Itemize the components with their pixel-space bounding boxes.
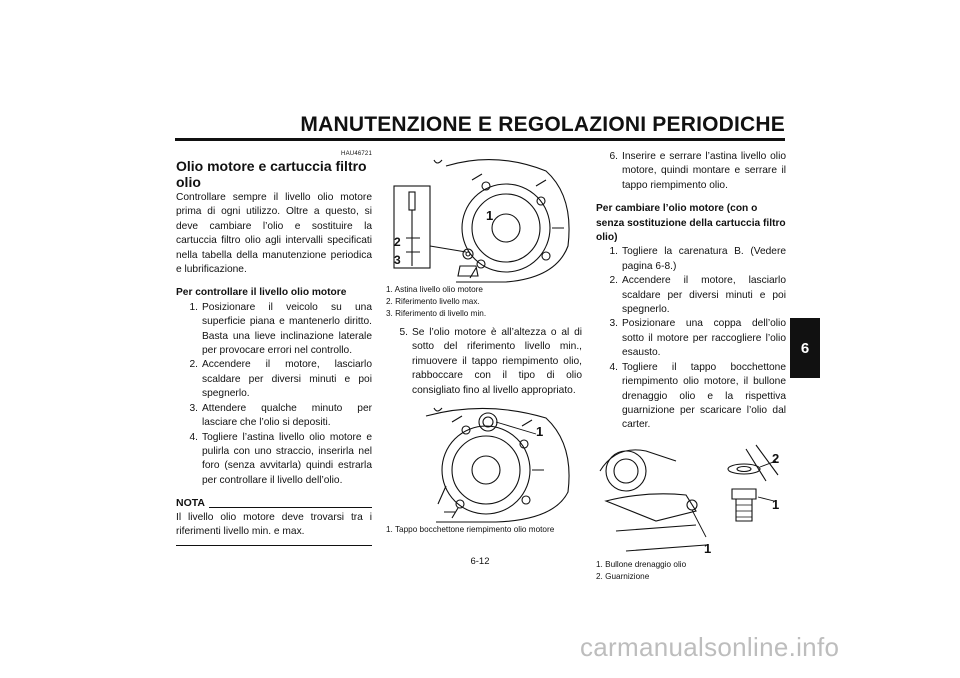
step-text: Accendere il motore, lasciarlo scaldare per diversi minuti e poi spegnerlo.: [622, 275, 786, 316]
engine-dipstick-illustration: [386, 156, 576, 284]
callout-label: 1: [704, 540, 712, 556]
list-item: [596, 274, 786, 317]
nota-end-rule: [176, 545, 372, 546]
figure-drain-bolt: [596, 441, 786, 559]
step-number: 6.: [609, 151, 618, 162]
page-number: 6-12: [470, 556, 490, 567]
step-number: 1.: [609, 246, 618, 258]
callout-label: 1: [772, 496, 780, 512]
step-text: Togliere la carenatura B. (Vedere pagina 6-8.): [622, 246, 786, 272]
list-item: [176, 301, 372, 359]
step-text: Posizionare una coppa dell’olio sotto il motore per raccogliere l’olio esausto.: [622, 318, 786, 359]
chapter-tab: 6: [790, 318, 820, 378]
nota-rule: [209, 507, 372, 508]
callout-label: 2: [394, 235, 401, 249]
list-item: [596, 150, 786, 193]
step-text: Attendere qualche minuto per lasciare che l’olio si depositi.: [202, 402, 372, 429]
figure-caption: 1. Astina livello olio motore: [386, 285, 483, 294]
step-text: Accendere il motore, lasciarlo scaldare per diversi minuti e poi spegnerlo.: [202, 359, 372, 400]
figure-caption: 2. Guarnizione: [596, 571, 650, 581]
drain-bolt-illustration: [596, 441, 786, 559]
section-heading: Olio motore e cartuccia filtro olio: [176, 158, 367, 190]
figure-caption: 2. Riferimento livello max.: [386, 297, 480, 306]
step-text: Togliere l’astina livello olio motore e pulirla con uno straccio, inserirla nel foro (senza avvitarla) quindi estrarla per controllare il livello dell’olio.: [202, 431, 372, 486]
list-item: [596, 245, 786, 274]
page-title: MANUTENZIONE E REGOLAZIONI PERIODICHE: [300, 113, 785, 136]
step-text: Inserire e serrare l’astina livello olio motore, quindi montare e serrare il tappo riempimento olio.: [622, 151, 786, 191]
figure-caption: 1. Tappo bocchettone riempimento olio motore: [386, 525, 555, 535]
step-number: 2.: [609, 275, 618, 287]
list-item: [386, 326, 582, 398]
nota-text: Il livello olio motore deve trovarsi tra i riferimenti livello min. e max.: [176, 511, 372, 537]
step-text: Posizionare il veicolo su una superficie piana e mantenerlo diritto. Basta una lieve inclinazione laterale per provocare errori nel controllo.: [202, 301, 372, 357]
step-number: 2.: [189, 359, 198, 371]
list-item: [596, 317, 786, 360]
section-code: HAU46721: [341, 151, 372, 157]
step-number: 3.: [609, 318, 618, 330]
figure-dipstick: [386, 156, 576, 284]
column-right: [596, 150, 786, 583]
list-item: [176, 402, 372, 431]
step-number: 3.: [189, 402, 198, 414]
column-left: [176, 150, 372, 546]
figure-caption: 3. Riferimento di livello min.: [386, 309, 487, 318]
check-heading: Per controllare il livello olio motore: [176, 287, 347, 299]
engine-filler-cap-illustration: [386, 404, 576, 524]
callout-label: 3: [394, 253, 401, 267]
callout-label: 1: [486, 208, 494, 223]
list-item: [176, 358, 372, 401]
list-item: [596, 361, 786, 433]
nota-label: NOTA: [176, 497, 205, 510]
step-number: 4.: [189, 431, 198, 443]
title-rule: [175, 138, 785, 141]
step-number: 5.: [399, 327, 408, 338]
step-number: 4.: [609, 361, 618, 373]
watermark: carmanualsonline.info: [580, 632, 840, 662]
nota-header: [176, 496, 372, 510]
callout-label: 2: [772, 450, 780, 466]
step-number: 1.: [189, 301, 198, 313]
figure-filler-cap: [386, 404, 576, 524]
change-heading: Per cambiare l’olio motore (con o senza sostituzione della cartuccia filtro olio): [596, 203, 786, 244]
figure-caption: 1. Bullone drenaggio olio: [596, 559, 687, 569]
column-middle: [386, 156, 582, 536]
intro-paragraph: Controllare sempre il livello olio motore prima di ogni utilizzo. Oltre a questo, si deve cambiare l’olio e sostituire la cartuccia filtro olio agli intervalli specificati nella tabella della manutenzione periodica e lubrificazione.: [176, 192, 372, 276]
step-text: Se l’olio motore è all’altezza o al di sotto del riferimento livello min., rimuovere il tappo riempimento olio, rabboccare con il tipo di olio consigliato fino al livello appropriato.: [412, 327, 582, 396]
list-item: [176, 431, 372, 489]
callout-label: 1: [536, 424, 544, 440]
step-text: Togliere il tappo bocchettone riempimento olio motore, il bullone drenaggio olio e la rispettiva guarnizione per scaricare l’olio dal carter.: [622, 361, 786, 431]
